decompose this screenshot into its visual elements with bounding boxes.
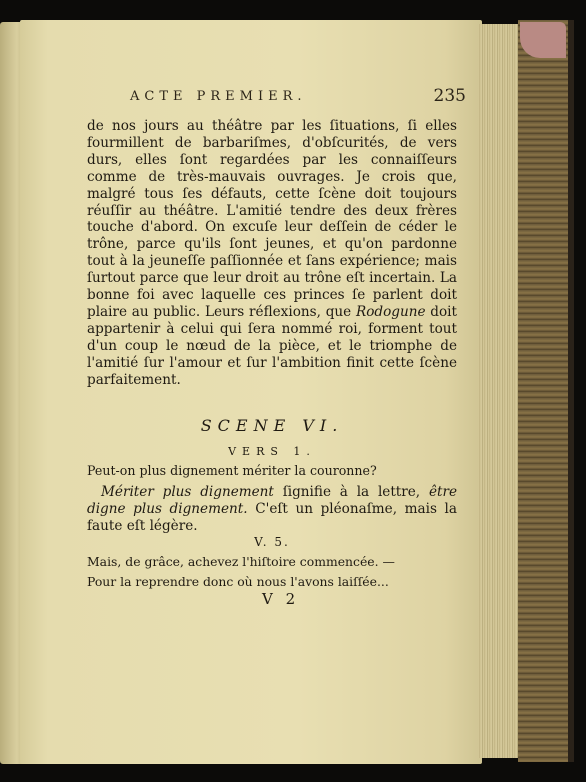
verse-label-5: V. 5. [254, 535, 290, 549]
book-cover-edge [518, 20, 574, 762]
commentary-text-1: ſignifie à la lettre, [282, 484, 421, 500]
body-paragraph [87, 118, 457, 389]
page-block-edges [478, 24, 520, 758]
page-number: 235 [433, 86, 466, 106]
commentary-paragraph [87, 484, 457, 535]
verse-quote-1: Peut-on plus dignement mériter la couronne? [87, 463, 377, 478]
signature-mark: V 2 [262, 590, 300, 608]
cover-corner [520, 22, 566, 58]
verse-quote-5 [87, 552, 457, 592]
body-text-start: de nos jours au théâtre par les ſituations, ſi elles fourmillent de barbariſmes, d'obſcurités, de vers durs, elles ſont regardées par les connaiſſeurs comme de très-mauvais ouvrages. Je crois que, malgré tous ſes défauts, cette ſcène doit toujours réuſſir au théâtre. L'amitié tendre des deux frères touche d'abord. On excuſe leur deſſein de céder le trône, parce qu'ils ſont jeunes, et qu'on pardonne tout à la jeuneſſe paſſionnée et ſans expérience; mais ſurtout parce que leur droit au trône eſt incertain. La bonne foi avec laquelle ces princes ſe parlent doit plaire au public. Leurs réflexions, que [87, 118, 457, 320]
commentary-italic-2: être digne plus dignement. [87, 484, 457, 517]
verse-label-1: VERS 1. [228, 445, 316, 458]
running-header [130, 86, 470, 106]
running-title: ACTE PREMIER. [130, 89, 307, 104]
commentary-italic-1: Mériter plus dignement [101, 484, 274, 500]
verse-quote-5-line-2: Pour la reprendre donc où nous l'avons laiſſée... [87, 574, 389, 589]
commentary-text-2: C'eſt un pléonaſme, mais la faute eſt légère. [87, 500, 457, 534]
body-text-italic: Rodogune [355, 303, 426, 320]
verse-quote-5-line-1: Mais, de grâce, achevez l'hiſtoire commencée. — [87, 554, 395, 569]
scene-heading: SCENE VI. [200, 416, 344, 435]
body-text-end: doit appartenir à celui qui ſera nommé roi, forment tout d'un coup le nœud de la pièce, et le triomphe de l'amitié ſur l'amour et ſur l'ambition finit cette ſcène parfaitement. [87, 303, 457, 388]
